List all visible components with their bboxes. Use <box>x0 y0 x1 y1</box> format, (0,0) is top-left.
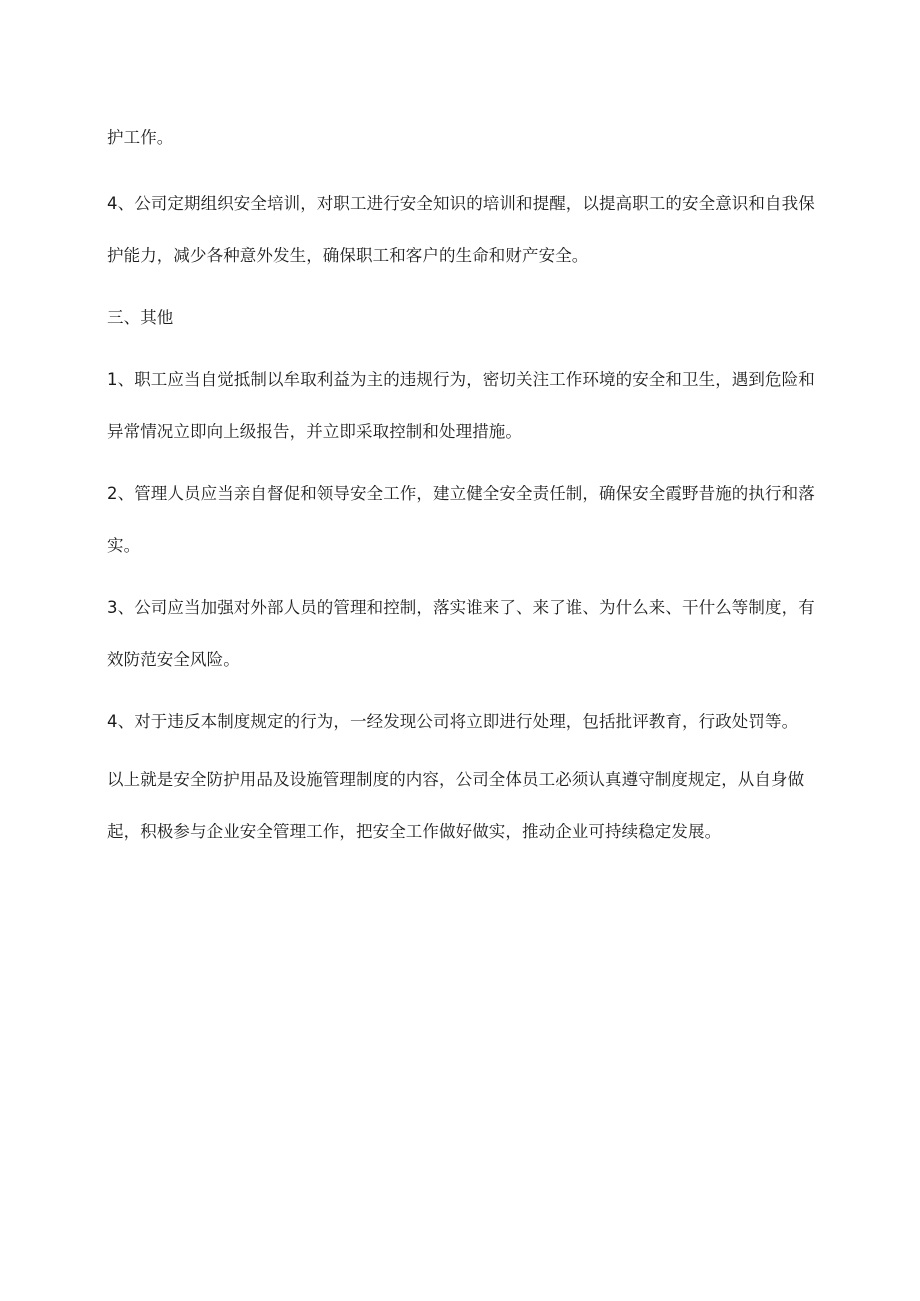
paragraph-item-4-training: 4、公司定期组织安全培训，对职工进行安全知识的培训和提醒，以提高职工的安全意识和自我保护能力，减少各种意外发生，确保职工和客户的生命和财产安全。 <box>107 194 815 265</box>
paragraph-continuation: 护工作。 <box>107 128 174 147</box>
paragraph-item-3: 3、公司应当加强对外部人员的管理和控制，落实谁来了、来了谁、为什么来、干什么等制度，有效防范安全风险。 <box>107 598 815 669</box>
section-heading-other: 三、其他 <box>107 308 174 327</box>
paragraph-item-4: 4、对于违反本制度规定的行为，一经发现公司将立即进行处理，包括批评教育，行政处罚等。 <box>107 712 799 731</box>
paragraph-conclusion: 以上就是安全防护用品及设施管理制度的内容，公司全体员工必须认真遵守制度规定，从自身做起，积极参与企业安全管理工作，把安全工作做好做实，推动企业可持续稳定发展。 <box>107 770 805 841</box>
paragraph-item-2: 2、管理人员应当亲自督促和领导安全工作，建立健全安全责任制，确保安全霞野昔施的执行和落实。 <box>107 484 815 555</box>
paragraph-item-1: 1、职工应当自觉抵制以牟取利益为主的违规行为，密切关注工作环境的安全和卫生，遇到危险和异常情况立即向上级报告，并立即采取控制和处理措施。 <box>107 370 815 441</box>
document-body <box>107 112 823 858</box>
